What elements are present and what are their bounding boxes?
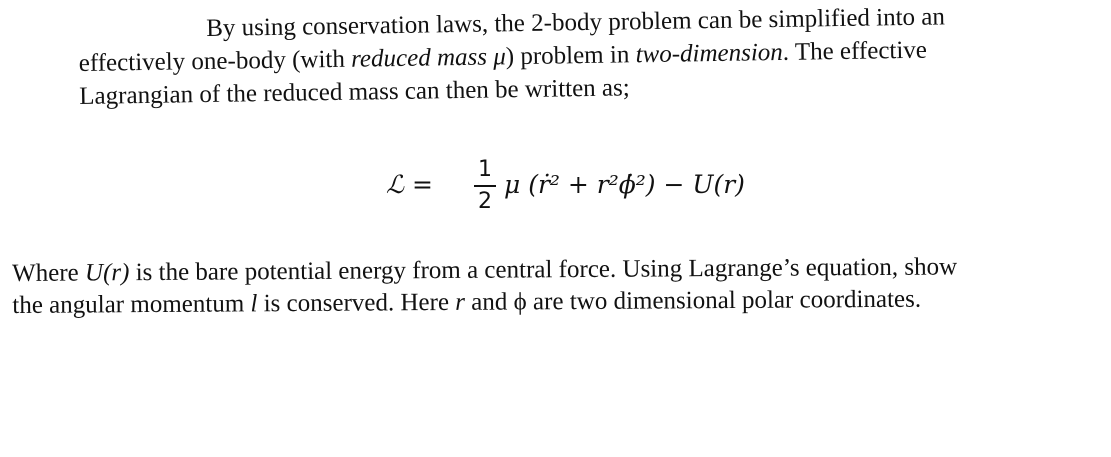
- intro-line-3-text: Lagrangian of the reduced mass can then be written as;: [79, 74, 630, 110]
- question-line-1-text-a: Where: [12, 259, 86, 287]
- question-line-2-text-c: and ϕ are two dimensional polar coordinates.: [464, 285, 922, 316]
- one-half-fraction: [474, 158, 496, 214]
- intro-line-2-text-c: . The effective: [782, 36, 928, 66]
- angular-momentum-symbol: l: [250, 290, 258, 318]
- intro-paragraph: [78, 0, 1069, 113]
- two-dimension-term: two-dimension: [635, 38, 783, 69]
- equation-rhs: μ (ṙ² + r²ϕ̇²) − U(r): [504, 170, 745, 199]
- question-line-2-text-a: the angular momentum: [12, 290, 251, 319]
- fraction-bar: [474, 185, 496, 187]
- lagrangian-equation: [386, 150, 806, 230]
- radius-symbol: r: [455, 288, 466, 316]
- equation-lhs: ℒ =: [386, 170, 433, 199]
- reduced-mass-term: reduced mass μ: [350, 43, 506, 73]
- intro-line-2-text-a: effectively one-body (with: [78, 45, 352, 77]
- question-line-2-text-b: is conserved. Here: [257, 288, 456, 318]
- fraction-numerator: 1: [478, 157, 492, 182]
- intro-line-2-text-b: ) problem in: [505, 41, 636, 71]
- intro-line-1-text: By using conservation laws, the 2-body problem can be simplified into an: [206, 3, 946, 42]
- potential-term: U(r): [84, 259, 130, 287]
- fraction-denominator: 2: [478, 189, 492, 214]
- question-paragraph: [12, 250, 1092, 322]
- question-line-1-text-b: is the bare potential energy from a central force. Using Lagrange’s equation, show: [129, 253, 958, 287]
- question-line-2: [12, 282, 1092, 322]
